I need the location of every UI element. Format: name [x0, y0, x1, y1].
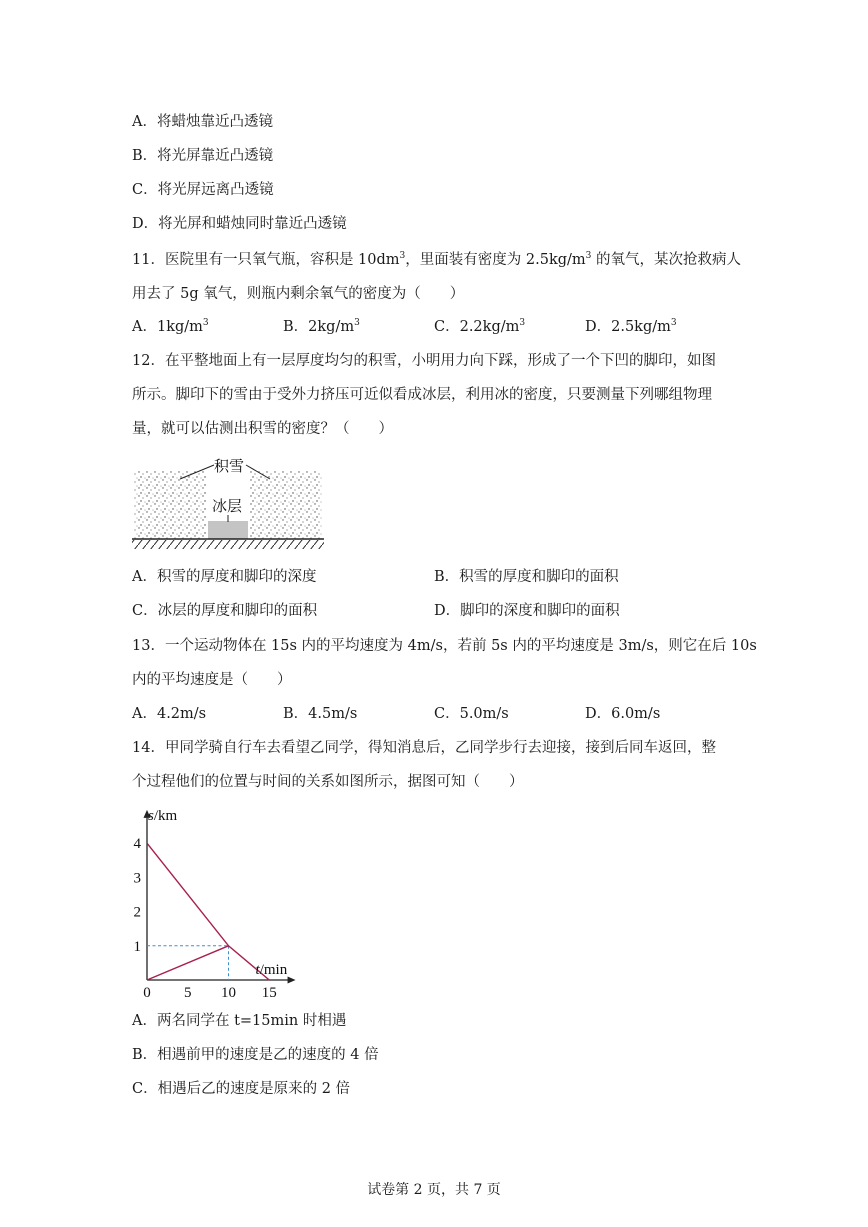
label-snow: 积雪 — [214, 457, 245, 475]
q10-option-d: D．将光屏和蜡烛同时靠近凸透镜 — [132, 216, 347, 232]
q12-option-c: C．冰层的厚度和脚印的面积 — [132, 603, 318, 619]
q12-stem-line1: 12．在平整地面上有一层厚度均匀的积雪，小明用力向下踩，形成了一个下凹的脚印，如图 — [132, 353, 716, 369]
y-tick-label-4: 4 — [133, 836, 141, 853]
q13-option-d: D．6.0m/s — [585, 706, 661, 722]
snow-left-region — [134, 471, 206, 539]
q10-option-c: C．将光屏远离凸透镜 — [132, 182, 274, 198]
q14-option-c: C．相遇后乙的速度是原来的 2 倍 — [132, 1081, 351, 1097]
q14-option-b: B．相遇前甲的速度是乙的速度的 4 倍 — [132, 1047, 379, 1063]
ground-hatch — [132, 540, 324, 549]
q11-option-a: A．$1kg/m^3$ — [132, 318, 209, 335]
x-tick-label-5: 5 — [184, 985, 192, 1001]
ice-layer — [208, 521, 248, 539]
x-tick-label-0: 0 — [143, 985, 151, 1001]
series-line-1 — [147, 843, 269, 980]
q13-stem-line1: 13．一个运动物体在 15s 内的平均速度为 4m/s，若前 5s 内的平均速度是 3m/s，则它在后 10s — [132, 638, 757, 654]
q12-option-a: A．积雪的厚度和脚印的深度 — [132, 569, 317, 585]
y-tick-label-2: 2 — [133, 904, 141, 921]
page-footer: 试卷第 2 页，共 7 页 — [367, 1182, 501, 1198]
q14-stem-line1: 14．甲同学骑自行车去看望乙同学，得知消息后，乙同学步行去迎接，接到后同车返回，整 — [132, 740, 716, 756]
q11-option-c: C．$2.2kg/m^3$ — [434, 318, 526, 335]
position-time-graph — [128, 800, 358, 1005]
x-tick-label-15: 15 — [261, 985, 277, 1001]
q14-stem-line2: 个过程他们的位置与时间的关系如图所示，据图可知（ ） — [132, 774, 524, 790]
snow-right-region — [250, 471, 322, 539]
q11-stem-line1: 11．医院里有一只氧气瓶，容积是 $10dm^3$，里面装有密度为 $2.5kg/m^3$ 的氧气，某次抢救病人 — [132, 251, 741, 268]
y-tick-label-1: 1 — [133, 938, 141, 955]
q12-option-b: B．积雪的厚度和脚印的面积 — [434, 569, 619, 585]
y-axis-label: s/km — [148, 807, 178, 824]
q11-stem-line2: 用去了 5g 氧气，则瓶内剩余氧气的密度为（ ） — [132, 286, 465, 302]
q10-option-a: A．将蜡烛靠近凸透镜 — [132, 114, 273, 130]
q11-option-d: D．$2.5kg/m^3$ — [585, 318, 677, 335]
label-ice: 冰层 — [212, 497, 243, 515]
q12-option-d: D．脚印的深度和脚印的面积 — [434, 603, 620, 619]
x-axis-arrow — [288, 977, 296, 984]
q13-stem-line2: 内的平均速度是（ ） — [132, 672, 292, 688]
q13-option-a: A．4.2m/s — [132, 706, 207, 722]
x-axis-label: t/min — [255, 962, 288, 978]
q13-option-c: C．5.0m/s — [434, 706, 509, 722]
q10-option-b: B．将光屏靠近凸透镜 — [132, 148, 274, 164]
q12-stem-line2: 所示。脚印下的雪由于受外力挤压可近似看成冰层，利用冰的密度，只要测量下列哪组物理 — [132, 387, 712, 403]
q12-stem-line3: 量，就可以估测出积雪的密度？（ ） — [132, 421, 393, 437]
x-tick-label-10: 10 — [221, 985, 236, 1001]
snow-footprint-figure — [130, 455, 330, 551]
y-tick-label-3: 3 — [133, 870, 141, 887]
series-line-2 — [147, 946, 229, 980]
q13-option-b: B．4.5m/s — [283, 706, 358, 722]
q11-option-b: B．$2kg/m^3$ — [283, 318, 360, 335]
q14-option-a: A．两名同学在 t=15min 时相遇 — [132, 1013, 347, 1029]
